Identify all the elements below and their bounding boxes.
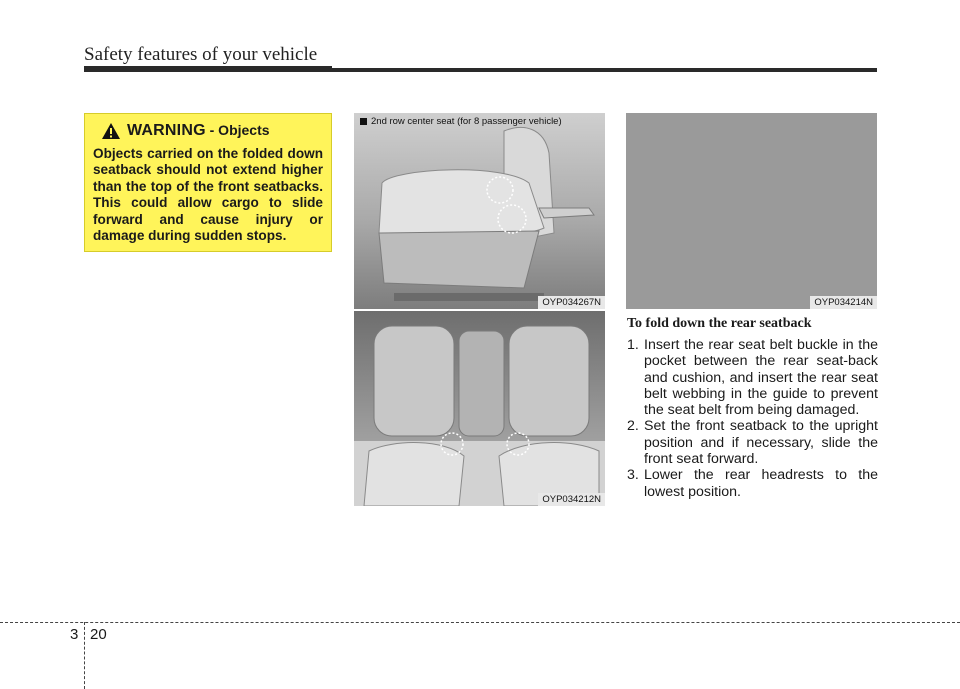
figure-caption-text: 2nd row center seat (for 8 passenger vehicle) <box>371 116 562 127</box>
figure-caption <box>360 116 562 127</box>
warning-body: Objects carried on the folded down seatback should not extend higher than the top of the front seatbacks. This could allow cargo to slide forward and cause injury or damage during sudden stops. <box>93 146 323 244</box>
figure-rear-seats <box>354 311 605 506</box>
figure-rear-seatback <box>626 113 877 309</box>
step-number: 3. <box>627 467 639 484</box>
step-text: Insert the rear seat belt buckle in the pocket between the rear seat-back and cushion, and insert the rear seat belt webbing in the guide to prevent the seat belt from being damaged. <box>644 337 878 419</box>
warning-triangle-icon <box>101 122 121 140</box>
warning-heading <box>101 122 323 140</box>
instructions-title: To fold down the rear seatback <box>627 316 812 331</box>
warning-subject: - Objects <box>205 122 270 138</box>
footer-rule <box>0 622 960 623</box>
step-item <box>627 418 878 467</box>
square-bullet-icon <box>360 118 367 125</box>
instructions-steps <box>627 337 878 500</box>
figure-code: OYP034267N <box>538 296 605 309</box>
step-item <box>627 467 878 500</box>
warning-word: WARNING <box>127 122 206 139</box>
step-number: 2. <box>627 418 639 435</box>
header-rule <box>84 68 877 72</box>
page-number: 20 <box>90 626 107 643</box>
figure-center-seat <box>354 113 605 309</box>
footer-divider <box>84 622 85 689</box>
step-text: Set the front seatback to the upright position and if necessary, slide the front seat forward. <box>644 418 878 468</box>
step-number: 1. <box>627 337 639 353</box>
step-text: Lower the rear headrests to the lowest position. <box>644 467 878 500</box>
step-item <box>627 337 878 418</box>
figure-code: OYP034214N <box>810 296 877 309</box>
rear-seats-illustration <box>354 311 605 506</box>
warning-box <box>84 113 332 252</box>
page-chapter: 3 <box>70 626 79 643</box>
page-header-title: Safety features of your vehicle <box>84 44 318 65</box>
seat-illustration <box>354 113 605 309</box>
figure-code: OYP034212N <box>538 493 605 506</box>
